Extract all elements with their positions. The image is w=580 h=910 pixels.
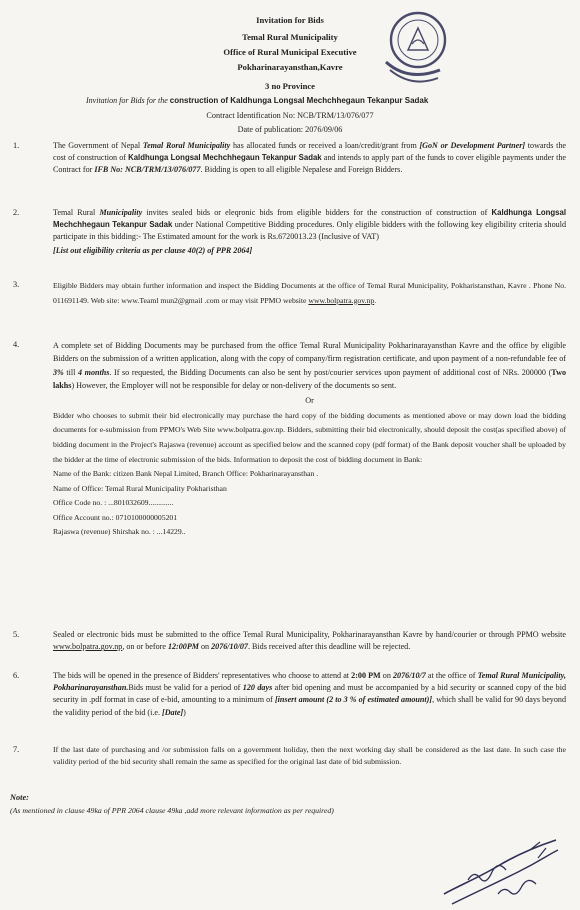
- item-number-6: 6.: [13, 671, 20, 680]
- paragraph-1: The Government of Nepal Temal Roral Municipality has allocated funds or received a loan/credit/grant from [GoN or Development Partner] towards the cost of construction of Kaldhunga Longsal Mechchhegaun Tekanpur Sadak and intends to apply part of the funds to cover eligible payments under the Contract for IFB No: NCB/TRM/13/076/077. Bidding is open to all eligible Nepalese and Foreign Bidders.: [53, 141, 567, 175]
- ppmo-link[interactable]: www.bolpatra.gov.np: [308, 295, 375, 305]
- header-province: 3 no Province: [265, 81, 315, 91]
- rajaswa-shirshak: Rajaswa (revenue) Shirshak no. : ...14229..: [53, 527, 186, 537]
- item-number-7: 7.: [13, 745, 20, 754]
- header-location: Pokharinarayansthan,Kavre: [237, 62, 343, 72]
- office-code: Office Code no. : ...801032609.............: [53, 498, 174, 508]
- office-account: Office Account no.: 0710100000005201: [53, 512, 178, 522]
- project-subtitle: Invitation for Bids for the construction of Kaldhunga Longsal Mechchhegaun Tekanpur Sadak: [86, 96, 429, 105]
- note-text: (As mentioned in clause 49ka of PPR 2064 clause 49ka ,add more relevant information as per required): [10, 806, 334, 815]
- header-title: Invitation for Bids: [256, 15, 324, 25]
- header-municipality: Temal Rural Municipality: [242, 32, 338, 42]
- contract-identification: Contract Identification No: NCB/TRM/13/076/077: [206, 111, 374, 120]
- item-number-3: 3.: [13, 280, 20, 289]
- or-separator: Or: [305, 395, 314, 405]
- item-number-4: 4.: [13, 340, 20, 349]
- paragraph-6: The bids will be opened in the presence of Bidders' representatives who choose to attend at 2:00 PM on 2076/10/7 at the office of Temal Rural Municipality, Pokharinarayansthan.Bids must be valid for a period of 120 days after bid opening and must be accompanied by a bid security or scanned copy of the bid security in .pdf format in case of e-bid, amounting to a minimum of [insert amount (2 to 3 % of estimated amount)], which shall be valid for 90 days beyond the validity period of the bid (i.e. [Date]): [53, 671, 567, 717]
- publication-date: Date of publication: 2076/09/06: [237, 125, 343, 134]
- item-number-5: 5.: [13, 630, 20, 639]
- signature-stamp-icon: [438, 836, 562, 908]
- office-name: Name of Office: Temal Rural Municipality Pokharisthan: [53, 483, 227, 493]
- ppmo-link-2[interactable]: www.bolpatra.gov.np: [53, 642, 123, 652]
- bank-name: Name of the Bank: citizen Bank Nepal Limited, Branch Office: Pokharinarayansthan .: [53, 469, 319, 479]
- header-office: Office of Rural Municipal Executive: [223, 47, 357, 57]
- paragraph-4: A complete set of Bidding Documents may be purchased from the office Temal Rural Municipality Pokharinarayansthan Kavre and the office by eligible Bidders on the submission of a written application, along with the copy of company/firm registration certificate, and upon payment of a non-refundable fee of 3% till 4 months. If so requested, the Bidding Documents can also be sent by post/courier services upon payment of additional cost of NRs. 200000 (Two lakhs) However, the Employer will not be responsible for delay or non-delivery of the documents so sent. Or Bidder who chooses to submit their bid electronically may purchase the hard copy of the bidding documents as mentioned above or may down load the bidding documents for e-submission from PPMO's Web Site www.bolpatra.gov.np. Bidders, submitting their bid electronically, should deposit the cost(as specified above) of bidding document in the Project's Rajaswa (revenue) account as specified below and the scanned copy (pdf format) of the Bank deposit voucher shall be uploaded by the bidder at the time of electronic submission of the bids. Information to deposit the cost of bidding document in Bank: Name of the Bank: citizen Bank Nepal Limited, Branch Office: Pokharinarayansthan . Name of Office: Temal Rural Municipality Pokharisthan Office Code no. : ...801032609............. Office Account no.: 0710100000005201 Rajaswa (revenue) Shirshak no. : ...14229..: [53, 339, 566, 541]
- paragraph-7: If the last date of purchasing and /or submission falls on a government holiday, then the next working day shall be considered as the last date. In such case the validity period of the bid security shall remain the same as specified for the original last date of bid submission.: [53, 745, 566, 767]
- note-title: Note:: [10, 793, 29, 802]
- bank-details: [53, 468, 566, 541]
- paragraph-2: Temal Rural Municipality invites sealed bids or eleqronic bids from eligible bidders for the construction of construction of Kaldhunga Longsal Mechchhegaun Tekanpur Sadak under National Competitive Bidding procedures. Only eligible bidders with the following key eligibility criteria should participate in this bidding:- The Estimated amount for the work is Rs.6720013.23 (Inclusive of VAT) [List out eligibility criteria as per clause 40(2) of PPR 2064]: [53, 208, 567, 255]
- item-number-1: 1.: [13, 141, 20, 150]
- paragraph-5: Sealed or electronic bids must be submitted to the office Temal Rural Municipality, Pokharinarayansthan Kavre by hand/courier or through PPMO website www.bolpatra.gov.np, on or before 12:00PM on 2076/10/07. Bids received after this deadline will be rejected.: [53, 630, 566, 652]
- item-number-2: 2.: [13, 208, 20, 217]
- paragraph-3: Eligible Bidders may obtain further information and inspect the Bidding Documents at the office of Temal Rural Municipality, Pokharistansthan, Kavre . Phone No. 011691149. Web site: www.Teaml mun2@gmail .com or may visit PPMO website www.bolpatra.gov.np.: [53, 281, 566, 305]
